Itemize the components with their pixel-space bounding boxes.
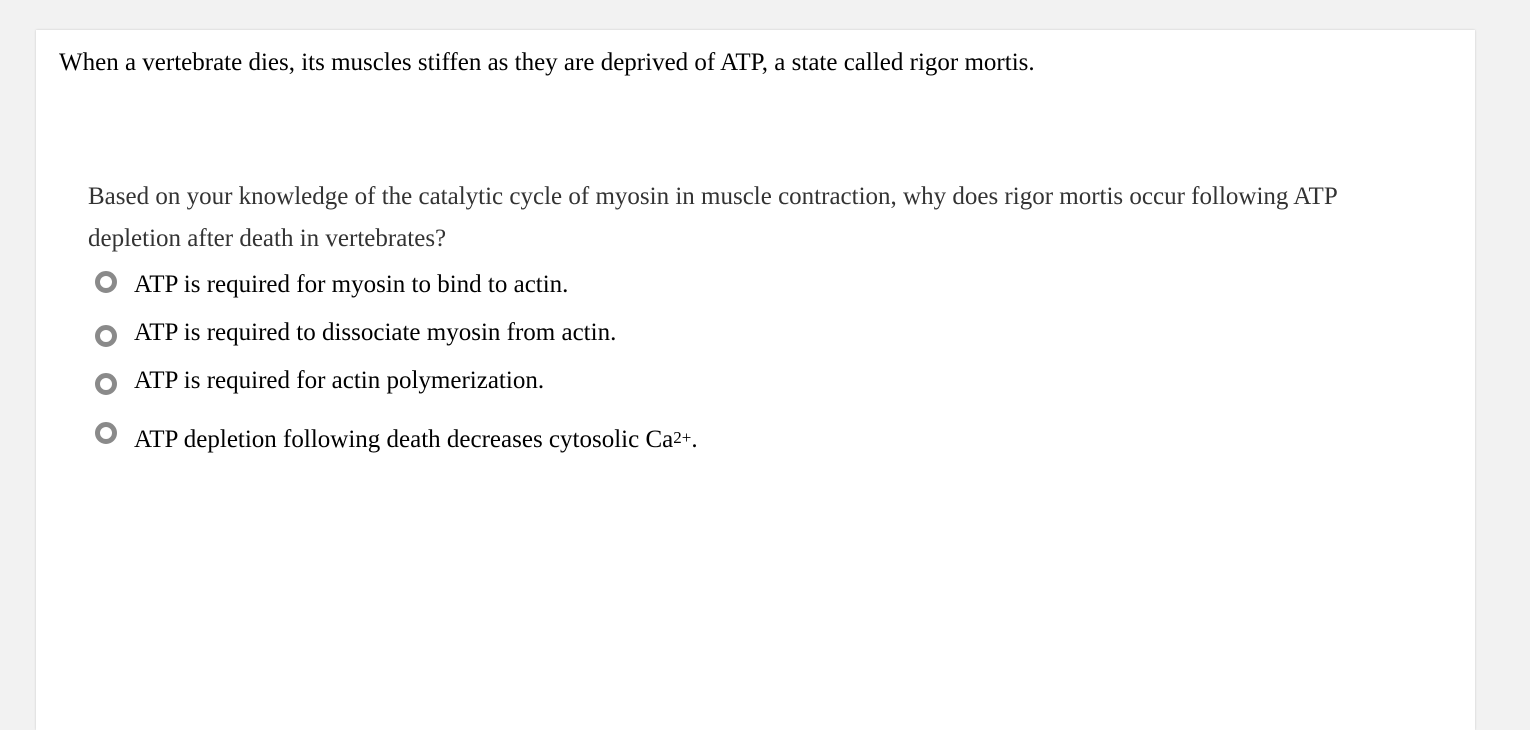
- radio-button[interactable]: [95, 325, 117, 347]
- option-text: ATP depletion following death decreases cytosolic Ca: [134, 426, 674, 453]
- radio-button[interactable]: [95, 373, 117, 395]
- answer-option-label: ATP is required for actin polymerization.: [134, 367, 545, 394]
- answer-option-label: [134, 420, 698, 460]
- question-intro: When a vertebrate dies, its muscles stiffen as they are deprived of ATP, a state called rigor mortis.: [59, 49, 1035, 76]
- answer-option-label: ATP is required to dissociate myosin from actin.: [134, 319, 617, 346]
- question-prompt: Based on your knowledge of the catalytic cycle of myosin in muscle contraction, why does rigor mortis occur following ATP depletion after death in vertebrates?: [88, 183, 1337, 252]
- option-suffix: .: [691, 426, 698, 453]
- radio-button[interactable]: [95, 422, 117, 444]
- charge-superscript: 2+: [673, 428, 692, 447]
- question-card: [36, 30, 1475, 730]
- answer-option-4[interactable]: [95, 420, 995, 460]
- answer-option-3[interactable]: [95, 361, 995, 401]
- radio-button[interactable]: [95, 271, 117, 293]
- answer-option-label: ATP is required for myosin to bind to actin.: [134, 271, 569, 298]
- answer-option-2[interactable]: [95, 313, 995, 353]
- answer-option-1[interactable]: [95, 265, 995, 305]
